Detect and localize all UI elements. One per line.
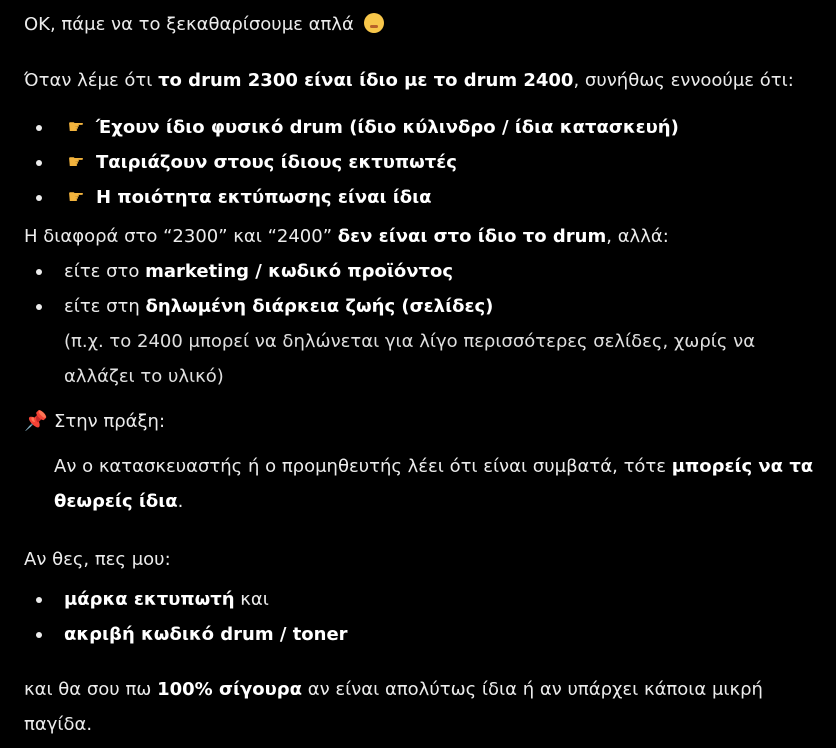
difference-list	[24, 254, 824, 324]
list-item	[24, 289, 824, 324]
meaning-text: Ταιριάζουν στους ίδιους εκτυπωτές	[96, 152, 457, 173]
difference-item-prefix: είτε στη	[64, 296, 146, 317]
practice-text-suffix: .	[177, 491, 184, 512]
intro-line	[24, 7, 824, 42]
practice-heading: Στην πράξη:	[54, 411, 166, 432]
list-item	[24, 254, 824, 289]
lead-paragraph	[24, 63, 824, 98]
list-item	[24, 180, 824, 215]
difference-item-prefix: είτε στο	[64, 261, 146, 282]
practice-heading-line	[24, 404, 824, 439]
difference-item-bold: δηλωμένη διάρκεια ζωής (σελίδες)	[145, 296, 494, 317]
smiling-face-icon	[364, 13, 384, 33]
intro-text: OK, πάμε να το ξεκαθαρίσουμε απλά	[24, 14, 354, 35]
list-item	[24, 145, 824, 180]
difference-suffix: , αλλά:	[606, 226, 669, 247]
difference-item-bold: marketing / κωδικό προϊόντος	[145, 261, 454, 282]
ask-item-bold: ακριβή κωδικό drum / toner	[64, 624, 348, 645]
pointing-hand-icon: ☛	[67, 186, 85, 208]
lead-prefix: Όταν λέμε ότι	[24, 70, 159, 91]
list-item	[24, 617, 824, 652]
closing-prefix: και θα σου πω	[24, 679, 158, 700]
closing-paragraph	[24, 672, 824, 742]
ask-item-suffix: και	[234, 589, 269, 610]
meanings-list	[24, 110, 824, 215]
practice-text	[24, 449, 824, 519]
ask-item-bold: μάρκα εκτυπωτή	[64, 589, 235, 610]
meaning-text: Έχουν ίδιο φυσικό drum (ίδιο κύλινδρο / ίδια κατασκευή)	[96, 117, 679, 138]
difference-note: (π.χ. το 2400 μπορεί να δηλώνεται για λίγο περισσότερες σελίδες, χωρίς να αλλάζει το υλικό)	[64, 331, 756, 387]
pointing-hand-icon: ☛	[67, 151, 85, 173]
list-item	[24, 582, 824, 617]
pointing-hand-icon: ☛	[67, 116, 85, 138]
assistant-message	[24, 7, 824, 742]
ask-line: Αν θες, πες μου:	[24, 549, 171, 570]
difference-paragraph	[24, 219, 824, 254]
list-item	[24, 110, 824, 145]
closing-suffix: αν είναι απολύτως ίδια ή αν υπάρχει κάποια μικρή παγίδα.	[24, 679, 763, 735]
ask-list	[24, 582, 824, 652]
practice-text-bold: μπορείς να τα θεωρείς ίδια	[54, 456, 814, 512]
difference-bold: δεν είναι στο ίδιο το drum	[337, 226, 607, 247]
meaning-text: Η ποιότητα εκτύπωσης είναι ίδια	[96, 187, 432, 208]
closing-bold: 100% σίγουρα	[157, 679, 303, 700]
pushpin-icon: 📌	[24, 410, 48, 432]
lead-bold: το drum 2300 είναι ίδιο με το drum 2400	[158, 70, 574, 91]
lead-suffix: , συνήθως εννοούμε ότι:	[573, 70, 794, 91]
practice-text-prefix: Αν ο κατασκευαστής ή ο προμηθευτής λέει ότι είναι συμβατά, τότε	[54, 456, 672, 477]
difference-prefix: Η διαφορά στο “2300” και “2400”	[24, 226, 338, 247]
